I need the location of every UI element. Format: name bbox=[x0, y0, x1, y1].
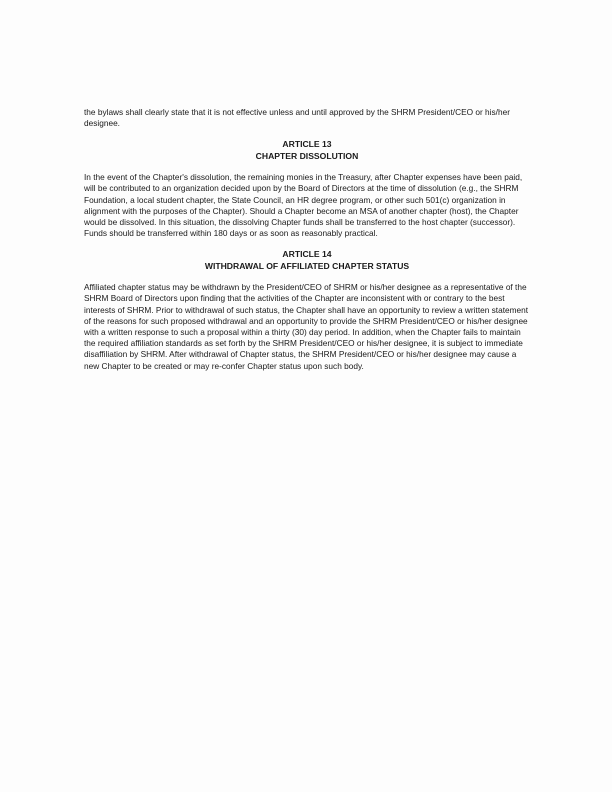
intro-paragraph: the bylaws shall clearly state that it is not effective unless and until approved by the SHRM President/CEO or his/her designee. bbox=[84, 107, 510, 129]
article-13-number: ARTICLE 13 bbox=[282, 139, 332, 150]
document-content bbox=[84, 107, 530, 372]
article-13-body: In the event of the Chapter's dissolution, the remaining monies in the Treasury, after Chapter expenses have been paid, will be contributed to an organization decided upon by the Board of Directors at the time of dissolution (e.g., the SHRM Foundation, a local student chapter, the State Council, an HR degree program, or other such 501(c) organization in alignment with the purposes of the Chapter). Should a Chapter become an MSA of another chapter (host), the Chapter would be dissolved. In this situation, the dissolving Chapter funds shall be transferred to the host chapter (successor). Funds should be transferred within 180 days or as soon as reasonably practical. bbox=[84, 172, 523, 239]
article-14-number: ARTICLE 14 bbox=[282, 249, 332, 260]
article-14-title: WITHDRAWAL OF AFFILIATED CHAPTER STATUS bbox=[204, 260, 410, 271]
article-13-heading bbox=[84, 139, 530, 162]
article-13-title: CHAPTER DISSOLUTION bbox=[255, 150, 359, 161]
article-14-heading bbox=[84, 249, 530, 272]
article-14-body: Affiliated chapter status may be withdrawn by the President/CEO of SHRM or his/her designee as a representative of the SHRM Board of Directors upon finding that the activities of the Chapter are inconsistent with or contrary to the best interests of SHRM. Prior to withdrawal of such status, the Chapter shall have an opportunity to review a written statement of the reasons for such proposed withdrawal and an opportunity to provide the SHRM President/CEO or his/her designee with a written response to such a proposal within a thirty (30) day period. In addition, when the Chapter fails to maintain the required affiliation standards as set forth by the SHRM President/CEO or his/her designee, it is subject to immediate disaffiliation by SHRM. After withdrawal of Chapter status, the SHRM President/CEO or his/her designee may cause a new Chapter to be created or may re-confer Chapter status upon such body. bbox=[84, 282, 529, 371]
